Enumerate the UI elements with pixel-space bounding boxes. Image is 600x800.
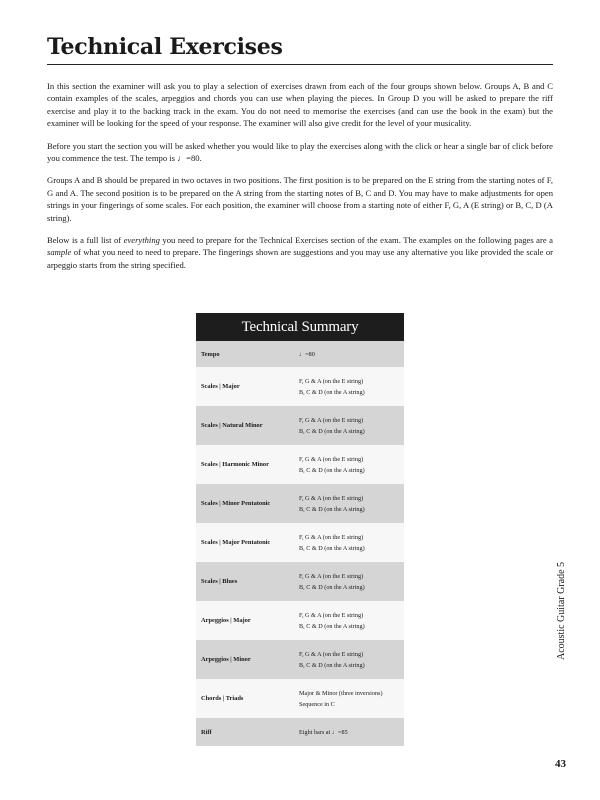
table-row	[196, 341, 404, 367]
row-value-line: B, C & D (on the A string)	[299, 388, 365, 396]
row-value-line: F, G & A (on the E string)	[299, 455, 364, 463]
row-label: Scales | Major Pentatonic	[201, 539, 271, 546]
technical-summary-table	[196, 313, 404, 746]
row-label: Arpeggios | Major	[201, 617, 251, 624]
table-row	[196, 562, 404, 601]
table-row	[196, 679, 404, 718]
quarter-note-icon: ♩	[177, 153, 187, 164]
table-row	[196, 445, 404, 484]
row-value-line: B, C & D (on the A string)	[299, 505, 365, 513]
paragraph-intro: In this section the examiner will ask you to play a selection of exercises drawn from each of the four groups shown below. Groups A, B and C contain examples of the scales, arpeggios and chords you can use when playing the pieces. In Group D you will be asked to prepare the riff exercise and play it to the backing track in the exam. You do not need to memorise the exercises (and can use the book in the exam) but the examiner will be looking for the speed of your response. The examiner will also give credit for the level of your musicality.	[47, 81, 553, 129]
row-value	[299, 532, 404, 554]
table-heading: Technical Summary	[196, 313, 404, 341]
row-value-line: B, C & D (on the A string)	[299, 427, 365, 435]
table-row	[196, 484, 404, 523]
row-value	[299, 571, 404, 593]
row-value	[299, 376, 404, 398]
text-span: you need to prepare for the Technical Exercises section of the exam. The examples on the following pages are a	[159, 235, 553, 246]
row-label: Scales | Natural Minor	[201, 422, 263, 429]
row-value	[299, 493, 404, 515]
row-value-line: B, C & D (on the A string)	[299, 622, 365, 630]
tempo-text: Before you start the section you will be asked whether you would like to play the exercises along with the click or hear a single bar of click before you commence the test. The tempo is	[47, 140, 553, 164]
emphasis-everything: everything	[123, 235, 160, 246]
paragraph-tempo	[47, 140, 553, 165]
row-value: Eight bars at ♩=85	[299, 728, 348, 736]
page-number: 43	[555, 758, 566, 770]
table-row	[196, 640, 404, 679]
table-row	[196, 601, 404, 640]
page-title: Technical Exercises	[47, 34, 283, 60]
row-value-line: F, G & A (on the E string)	[299, 494, 364, 502]
text-span: of what you need to need to prepare. The fingerings shown are suggestions and you may use any alternative you like provided the scale or arpeggio starts from the string specified.	[47, 247, 553, 270]
row-value: ♩=80	[299, 350, 315, 358]
tempo-value: =80.	[186, 153, 202, 164]
row-value-line: Sequence in C	[299, 700, 335, 708]
row-value-line: B, C & D (on the A string)	[299, 544, 365, 552]
row-label: Arpeggios | Minor	[201, 656, 251, 663]
paragraph-full-list	[47, 234, 553, 271]
table-row	[196, 523, 404, 562]
row-label: Scales | Harmonic Minor	[201, 461, 269, 468]
row-label: Tempo	[201, 350, 220, 358]
row-value	[299, 649, 404, 671]
row-label: Scales | Minor Pentatonic	[201, 500, 271, 507]
row-value	[299, 454, 404, 476]
table-row	[196, 718, 404, 746]
title-rule	[47, 64, 553, 65]
row-value-line: F, G & A (on the E string)	[299, 377, 364, 385]
row-label: Riff	[201, 728, 212, 736]
row-label: Scales | Major	[201, 383, 240, 390]
body-text	[47, 80, 553, 281]
table-row	[196, 367, 404, 406]
row-value-line: F, G & A (on the E string)	[299, 650, 364, 658]
book-title-side: Acoustic Guitar Grade 5	[556, 561, 567, 660]
row-label: Chords | Triads	[201, 695, 244, 702]
row-value	[299, 610, 404, 632]
row-label: Scales | Blues	[201, 578, 238, 585]
table-row	[196, 406, 404, 445]
row-value-line: B, C & D (on the A string)	[299, 583, 365, 591]
row-value-line: F, G & A (on the E string)	[299, 572, 364, 580]
row-value	[299, 415, 404, 437]
paragraph-positions: Groups A and B should be prepared in two octaves in two positions. The first position is to be prepared on the E string from the starting notes of F, G and A. The second position is to be prepared on the A string from the starting notes of B, C and D. You may have to make adjustments for open strings in your fingerings of some scales. For each position, the examiner will choose from a starting note of either F, G, A (E string) or B, C, D (A string).	[47, 175, 553, 223]
text-span: Below is a full list of	[47, 235, 124, 246]
row-value-line: Major & Minor (three inversions)	[299, 689, 383, 697]
row-value-line: F, G & A (on the E string)	[299, 611, 364, 619]
row-value-line: F, G & A (on the E string)	[299, 533, 364, 541]
row-value-line: B, C & D (on the A string)	[299, 466, 365, 474]
row-value-line: F, G & A (on the E string)	[299, 416, 364, 424]
row-value-line: B, C & D (on the A string)	[299, 661, 365, 669]
row-value	[299, 688, 404, 710]
emphasis-sample: sample	[47, 247, 72, 258]
